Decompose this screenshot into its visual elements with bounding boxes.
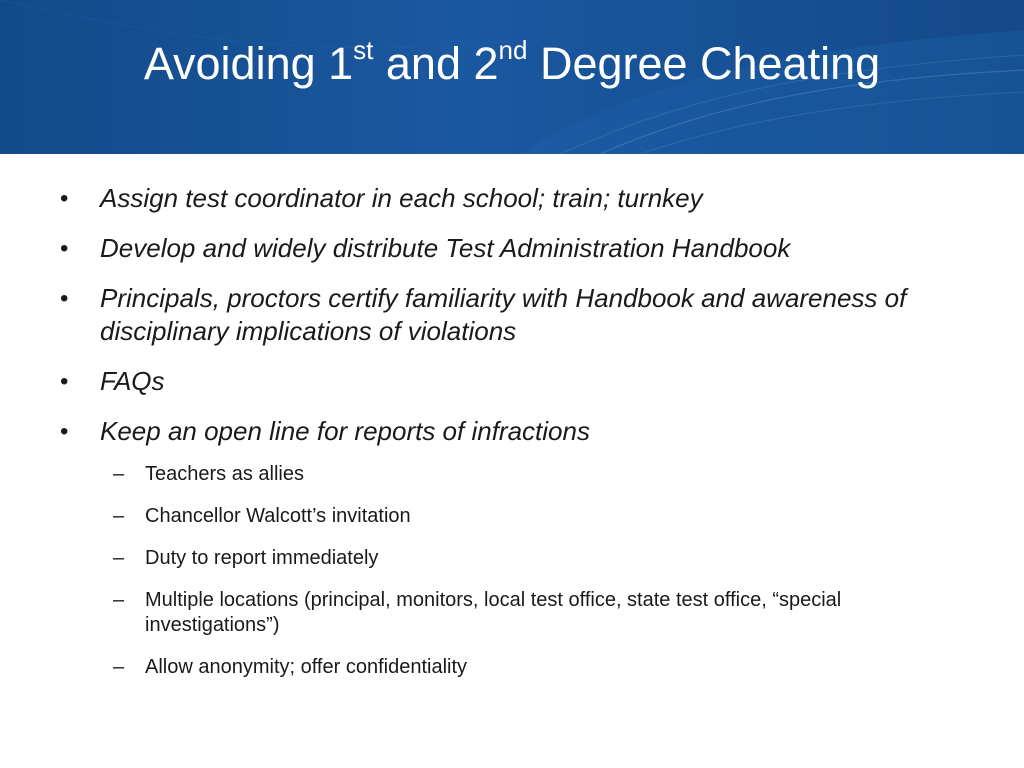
slide-body xyxy=(0,182,1024,697)
bullet-icon: • xyxy=(60,235,69,262)
title-superscript-2: nd xyxy=(498,35,528,65)
dash-icon: – xyxy=(113,547,125,569)
dash-icon: – xyxy=(113,589,125,611)
sub-bullet-text: Allow anonymity; offer confidentiality xyxy=(145,656,468,678)
sub-bullet-item xyxy=(0,588,1024,638)
bullet-icon: • xyxy=(60,285,69,312)
sub-bullet-text: Teachers as allies xyxy=(145,463,304,485)
sub-bullet-text: Chancellor Walcott’s invitation xyxy=(145,505,411,527)
bullet-text: Develop and widely distribute Test Administration Handbook xyxy=(100,233,791,263)
bullet-icon: • xyxy=(60,418,69,445)
bullet-item xyxy=(0,282,1024,348)
sub-bullet-item xyxy=(0,546,1024,571)
title-banner xyxy=(0,0,1024,154)
title-part-3: Degree Cheating xyxy=(527,38,881,89)
bullet-item xyxy=(0,182,1024,215)
bullet-item xyxy=(0,365,1024,398)
bullet-text: Principals, proctors certify familiarity with Handbook and awareness of disciplinary implications of violations xyxy=(100,283,907,346)
bullet-item xyxy=(0,232,1024,265)
bullet-text: FAQs xyxy=(100,366,165,396)
sub-bullet-item xyxy=(0,462,1024,487)
sub-bullet-list xyxy=(0,462,1024,680)
slide-title xyxy=(0,34,1024,94)
dash-icon: – xyxy=(113,505,125,527)
bullet-item xyxy=(0,415,1024,448)
title-part-2: and 2 xyxy=(373,38,499,89)
sub-bullet-item xyxy=(0,504,1024,529)
dash-icon: – xyxy=(113,463,125,485)
bullet-icon: • xyxy=(60,368,69,395)
sub-bullet-item xyxy=(0,655,1024,680)
bullet-icon: • xyxy=(60,185,69,212)
dash-icon: – xyxy=(113,656,125,678)
sub-bullet-text: Multiple locations (principal, monitors, local test office, state test office, “special investigations”) xyxy=(145,589,842,636)
bullet-text: Keep an open line for reports of infractions xyxy=(100,416,590,446)
title-part-1: Avoiding 1 xyxy=(143,38,354,89)
sub-bullet-text: Duty to report immediately xyxy=(145,547,379,569)
title-superscript-1: st xyxy=(353,35,374,65)
bullet-text: Assign test coordinator in each school; train; turnkey xyxy=(100,183,703,213)
